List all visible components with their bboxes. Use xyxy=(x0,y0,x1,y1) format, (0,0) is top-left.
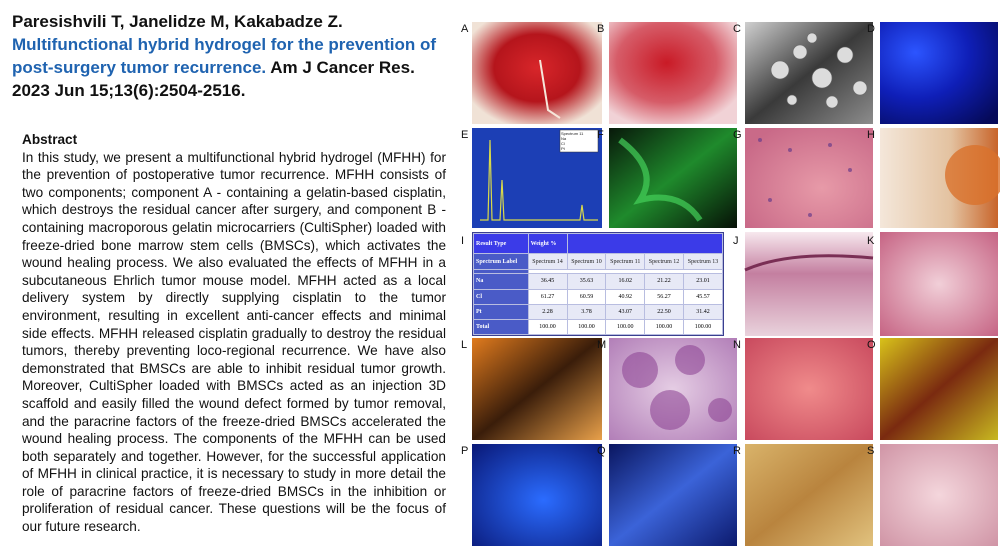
panel-p-image xyxy=(472,444,602,546)
panel-label-l: L xyxy=(461,339,468,351)
abstract-body: In this study, we present a multifunctional hybrid hydrogel (MFHH) for the prevention of postoperative tumor recurrence. MFHH consists of two components; component A - containing a gelatin-based cisplatin, which destroys the residual cancer after surgery, and component B - containing macroporous gelatin microcarriers (CultiSpher) loaded with freeze-dried bone marrow stem cells (BMSCs), which activates the wound healing process. We also evaluated the effects of MFHH in a subcutaneous Ehrlich tumor mouse model. MFHH acted as a local delivery system by directly supplying cisplatin to the tumor environment, resulting in excellent anti-cancer effects and minimal side effects. MFHH released cisplatin gradually to destroy the residual tumors, thereby preventing loco-regional recurrence. We have also demonstrated that BMSCs are able to inhibit residual tumor growth. Moreover, CultiSpher loaded with BMSCs acted as an injection 3D scaffold and easily filled the wound defect formed by tumor removal, and the paracrine factors of the freeze-dried BMSCs accelerated the wound healing process. The components of the MFHH can be used both separately and together. However, for the successful application of MFHH in clinical practice, it is necessary to study in more detail the role of paracrine factors of freeze-dried BMSCs in the inhibition or proliferation of residual cancer. These questions will be the focus of our future research. xyxy=(22,149,446,535)
panel-j-image xyxy=(745,232,873,336)
panel-label-j: J xyxy=(733,235,739,247)
table-row xyxy=(474,304,723,319)
table-cell: 3.78 xyxy=(567,304,606,319)
panel-label-r: R xyxy=(733,445,741,457)
panel-a-image xyxy=(472,22,605,124)
panel-g-image xyxy=(745,128,873,228)
eds-legend-cl: Cl xyxy=(561,141,565,146)
table-cell: 31.42 xyxy=(684,304,723,319)
col-header: Spectrum 12 xyxy=(645,254,684,270)
col-header: Spectrum 11 xyxy=(606,254,645,270)
panel-label-i: I xyxy=(461,235,465,247)
eds-legend-pt: Pt xyxy=(561,146,565,151)
panel-d-image xyxy=(880,22,998,124)
panel-label-q: Q xyxy=(597,445,606,457)
panel-label-s: S xyxy=(867,445,875,457)
panel-label-e: E xyxy=(461,129,469,141)
panel-l-image xyxy=(472,338,602,440)
table-row xyxy=(474,289,723,304)
table-cell: 40.92 xyxy=(606,289,645,304)
panel-b-image xyxy=(609,22,737,124)
table-cell: 35.63 xyxy=(567,274,606,289)
row-label: Total xyxy=(474,319,529,334)
table-cell: 2.28 xyxy=(528,304,567,319)
col-header: Spectrum 14 xyxy=(528,254,567,270)
panel-label-c: C xyxy=(733,23,741,35)
row-label: Pt xyxy=(474,304,529,319)
table-cell: 100.00 xyxy=(645,319,684,334)
panel-label-b: B xyxy=(597,23,605,35)
weight-header: Weight % xyxy=(528,234,567,254)
table-cell: 21.22 xyxy=(645,274,684,289)
table-cell: 56.27 xyxy=(645,289,684,304)
spectrum-label-header: Spectrum Label xyxy=(474,254,529,270)
panel-label-d: D xyxy=(867,23,875,35)
table-cell: 45.57 xyxy=(684,289,723,304)
table-cell: 100.00 xyxy=(684,319,723,334)
panel-label-a: A xyxy=(461,23,469,35)
table-cell: 22.50 xyxy=(645,304,684,319)
eds-legend xyxy=(561,131,597,151)
panel-label-n: N xyxy=(733,339,741,351)
citation-authors: Paresishvili T, Janelidze M, Kakabadze Z. xyxy=(12,12,343,31)
panel-label-h: H xyxy=(867,129,875,141)
eds-legend-title: Spectrum 11 xyxy=(561,131,584,136)
panel-k-image xyxy=(880,232,998,336)
table-cell: 100.00 xyxy=(528,319,567,334)
table-cell: 100.00 xyxy=(606,319,645,334)
panel-s-image xyxy=(880,444,998,546)
panel-q-image xyxy=(609,444,737,546)
table-row xyxy=(474,319,723,334)
table-cell: 100.00 xyxy=(567,319,606,334)
panel-label-k: K xyxy=(867,235,875,247)
citation-journal: Am J Cancer Res. 2023 Jun 15;13(6):2504-2516. xyxy=(12,58,415,100)
panel-n-image xyxy=(745,338,873,440)
table-cell: 61.27 xyxy=(528,289,567,304)
abstract-heading: Abstract xyxy=(22,132,78,147)
panel-label-f: F xyxy=(597,129,604,141)
col-header: Spectrum 10 xyxy=(567,254,606,270)
panel-label-p: P xyxy=(461,445,469,457)
eds-legend-na: Na xyxy=(561,136,567,141)
table-cell: 36.45 xyxy=(528,274,567,289)
table-cell: 60.59 xyxy=(567,289,606,304)
table-cell: 16.02 xyxy=(606,274,645,289)
row-label: Cl xyxy=(474,289,529,304)
row-label: Na xyxy=(474,274,529,289)
table-cell: 43.07 xyxy=(606,304,645,319)
col-header: Spectrum 13 xyxy=(684,254,723,270)
spectrum-table xyxy=(472,232,724,336)
panel-r-image xyxy=(745,444,873,546)
panel-o-image xyxy=(880,338,998,440)
table-row xyxy=(474,274,723,289)
table-cell: 23.01 xyxy=(684,274,723,289)
result-type-header: Result Type xyxy=(474,234,529,254)
panel-label-o: O xyxy=(867,339,876,351)
citation-title[interactable]: Multifunctional hybrid hydrogel for the prevention of post-surgery tumor recurrence. xyxy=(12,35,437,77)
panel-label-m: M xyxy=(597,339,607,351)
panel-label-g: G xyxy=(733,129,742,141)
